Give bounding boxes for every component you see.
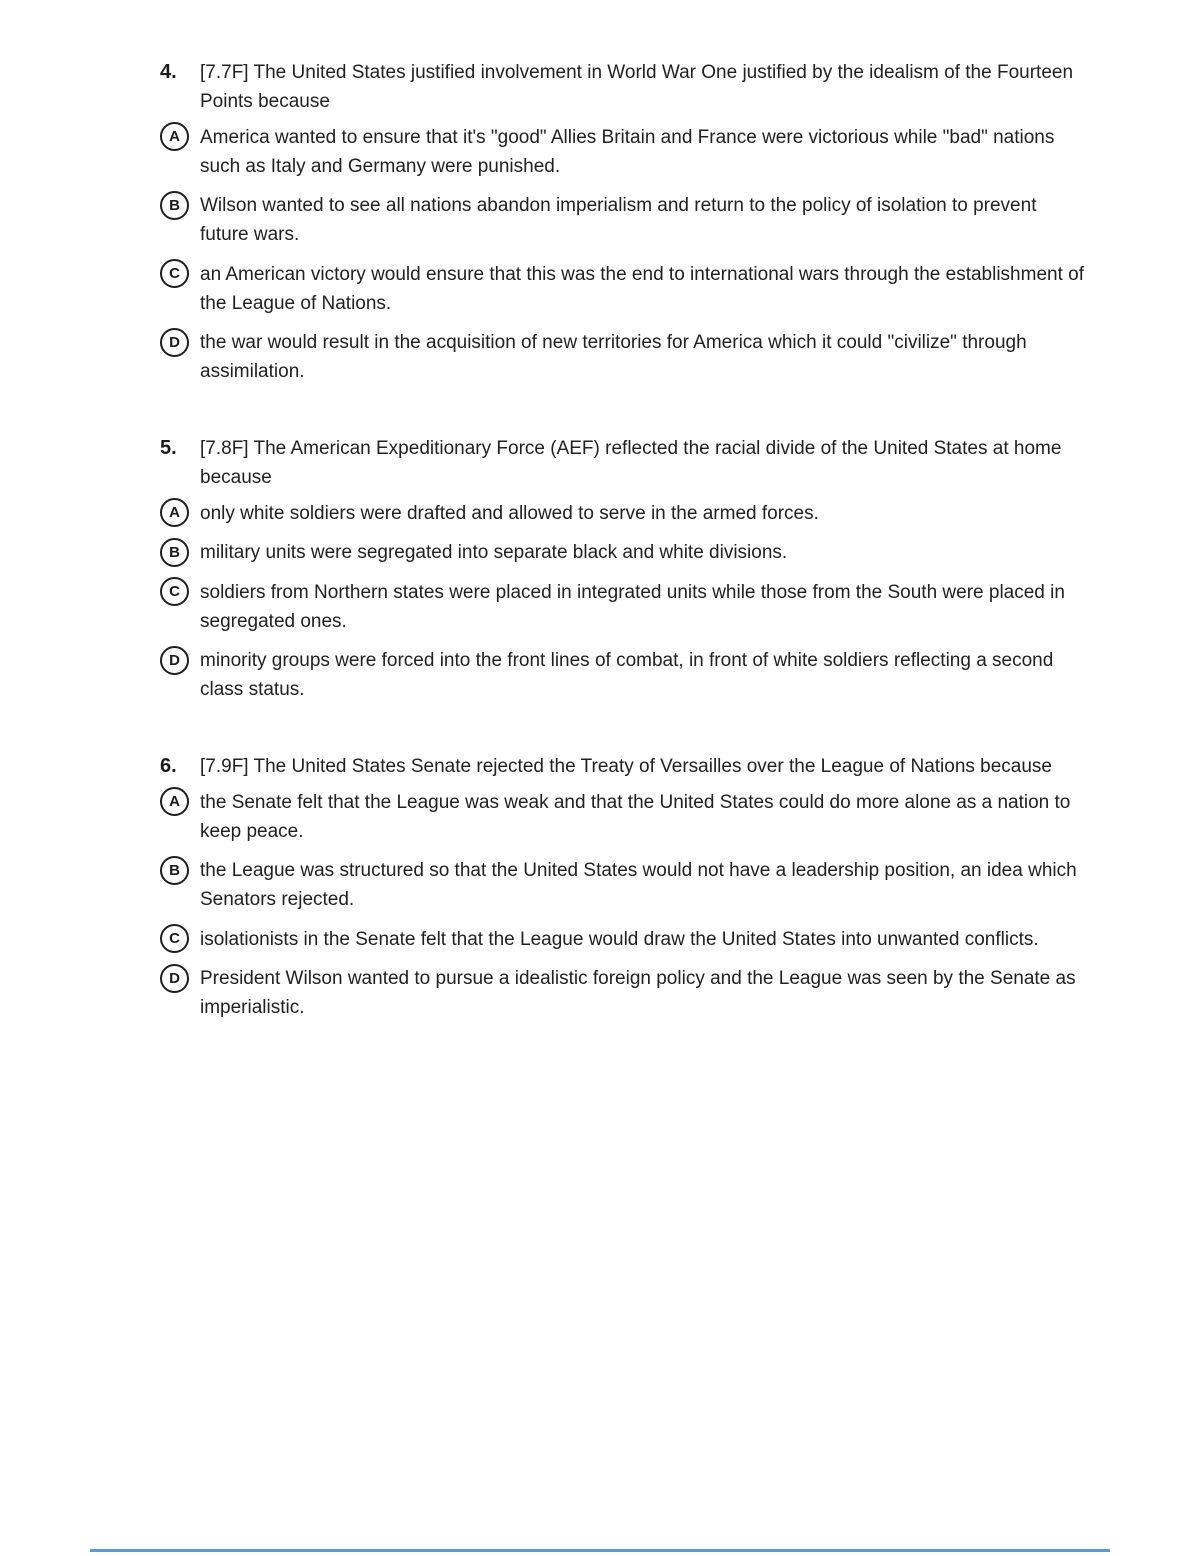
option-letter-circle[interactable]: C	[160, 259, 189, 288]
option-letter-circle[interactable]: A	[160, 498, 189, 527]
question-stem-text: [7.9F] The United States Senate rejected the Treaty of Versailles over the League of Nations because	[200, 756, 1053, 777]
question-block	[160, 752, 1088, 1022]
answer-option-b[interactable]	[160, 191, 1088, 250]
question-stem-row	[160, 752, 1088, 781]
answer-option-b[interactable]	[160, 856, 1088, 915]
option-letter-circle[interactable]: C	[160, 924, 189, 953]
question-stem-text: [7.8F] The American Expeditionary Force (AEF) reflected the racial divide of the United States at home because	[200, 438, 1062, 488]
option-letter-circle[interactable]: D	[160, 964, 189, 993]
option-text: isolationists in the Senate felt that the League would draw the United States into unwanted conflicts.	[200, 928, 1039, 950]
answer-option-a[interactable]	[160, 498, 1088, 528]
option-text: the Senate felt that the League was weak and that the United States could do more alone as a nation to keep peace.	[200, 791, 1071, 842]
question-stem-row	[160, 58, 1088, 116]
option-letter-circle[interactable]: A	[160, 787, 189, 816]
question-stem-row	[160, 434, 1088, 492]
answer-option-d[interactable]	[160, 646, 1088, 705]
question-block	[160, 434, 1088, 704]
answer-option-b[interactable]	[160, 538, 1088, 568]
option-text: soldiers from Northern states were placed in integrated units while those from the South were placed in segregated ones.	[200, 581, 1065, 632]
option-text: minority groups were forced into the front lines of combat, in front of white soldiers reflecting a second class status.	[200, 650, 1054, 700]
option-letter-circle[interactable]: B	[160, 856, 189, 885]
option-letter-circle[interactable]: B	[160, 191, 189, 220]
question-number: 5.	[160, 437, 177, 459]
option-text: the war would result in the acquisition of new territories for America which it could "civilize" through assimilation.	[200, 332, 1027, 382]
answer-option-c[interactable]	[160, 924, 1088, 954]
option-text: an American victory would ensure that this was the end to international wars through the establishment of the League of Nations.	[200, 263, 1084, 314]
option-text: America wanted to ensure that it's "good" Allies Britain and France were victorious while "bad" nations such as Italy and Germany were punished.	[200, 126, 1055, 177]
answer-option-d[interactable]	[160, 964, 1088, 1023]
answer-option-d[interactable]	[160, 328, 1088, 387]
option-letter-circle[interactable]: B	[160, 538, 189, 567]
answer-option-a[interactable]	[160, 787, 1088, 846]
question-stem-text: [7.7F] The United States justified involvement in World War One justified by the idealism of the Fourteen Points because	[200, 62, 1074, 112]
option-text: President Wilson wanted to pursue a idealistic foreign policy and the League was seen by the Senate as imperialistic.	[200, 968, 1076, 1018]
option-letter-circle[interactable]: D	[160, 328, 189, 357]
answer-option-c[interactable]	[160, 577, 1088, 636]
question-block	[160, 58, 1088, 386]
question-number: 4.	[160, 61, 177, 83]
answer-option-c[interactable]	[160, 259, 1088, 318]
option-letter-circle[interactable]: A	[160, 122, 189, 151]
option-text: only white soldiers were drafted and allowed to serve in the armed forces.	[200, 502, 819, 524]
option-letter-circle[interactable]: C	[160, 577, 189, 606]
option-text: Wilson wanted to see all nations abandon imperialism and return to the policy of isolation to prevent future wars.	[200, 195, 1037, 245]
option-text: the League was structured so that the United States would not have a leadership position, an idea which Senators rejected.	[200, 860, 1077, 910]
option-text: military units were segregated into separate black and white divisions.	[200, 542, 788, 563]
page-bottom-rule	[90, 1549, 1110, 1552]
option-letter-circle[interactable]: D	[160, 646, 189, 675]
question-number: 6.	[160, 755, 177, 777]
answer-option-a[interactable]	[160, 122, 1088, 181]
